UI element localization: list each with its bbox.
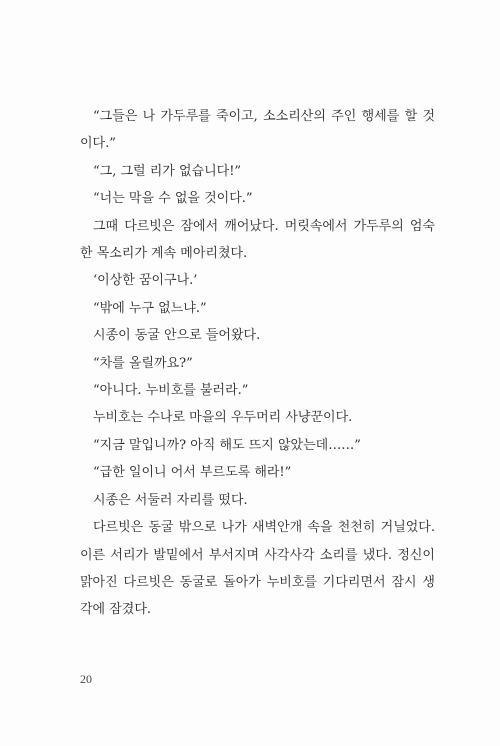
paragraph: “차를 올릴까요?”: [93, 355, 193, 371]
paragraph: 다르빗은 동굴 밖으로 나가 새벽안개 속을 천천히 거닐었다. 이른 서리가 발밑에서 부서지며 사각사각 소리를 냈다. 정신이 맑아진 다르빗은 동굴로 돌아가 누비호를 기다리면서 잠시 생각에 잠겼다.: [80, 520, 435, 618]
paragraph: “급한 일이니 어서 부르도록 해라!”: [93, 465, 292, 481]
paragraph: 시종은 서둘러 자리를 떴다.: [93, 492, 248, 508]
paragraph: “너는 막을 수 없을 것이다.”: [93, 191, 253, 207]
page-number: 20: [80, 672, 92, 686]
paragraph: “지금 말입니까? 아직 해도 뜨지 않았는데……”: [93, 437, 361, 453]
paragraph: 그때 다르빗은 잠에서 깨어났다. 머릿속에서 가두루의 엄숙한 목소리가 계속 메아리쳤다.: [80, 218, 435, 262]
body-text: [80, 103, 435, 624]
paragraph: ‘이상한 꿈이구나.’: [93, 273, 198, 289]
paragraph: “그, 그럴 리가 없습니다!”: [93, 163, 242, 179]
paragraph: 누비호는 수나로 마을의 우두머리 사냥꾼이다.: [93, 410, 353, 426]
paragraph: “아니다. 누비호를 불러라.”: [93, 383, 249, 399]
paragraph: “밖에 누구 없느냐.”: [93, 300, 207, 316]
paragraph: “그들은 나 가두루를 죽이고, 소소리산의 주인 행세를 할 것이다.”: [80, 109, 435, 152]
paragraph: 시종이 동굴 안으로 들어왔다.: [93, 328, 261, 344]
